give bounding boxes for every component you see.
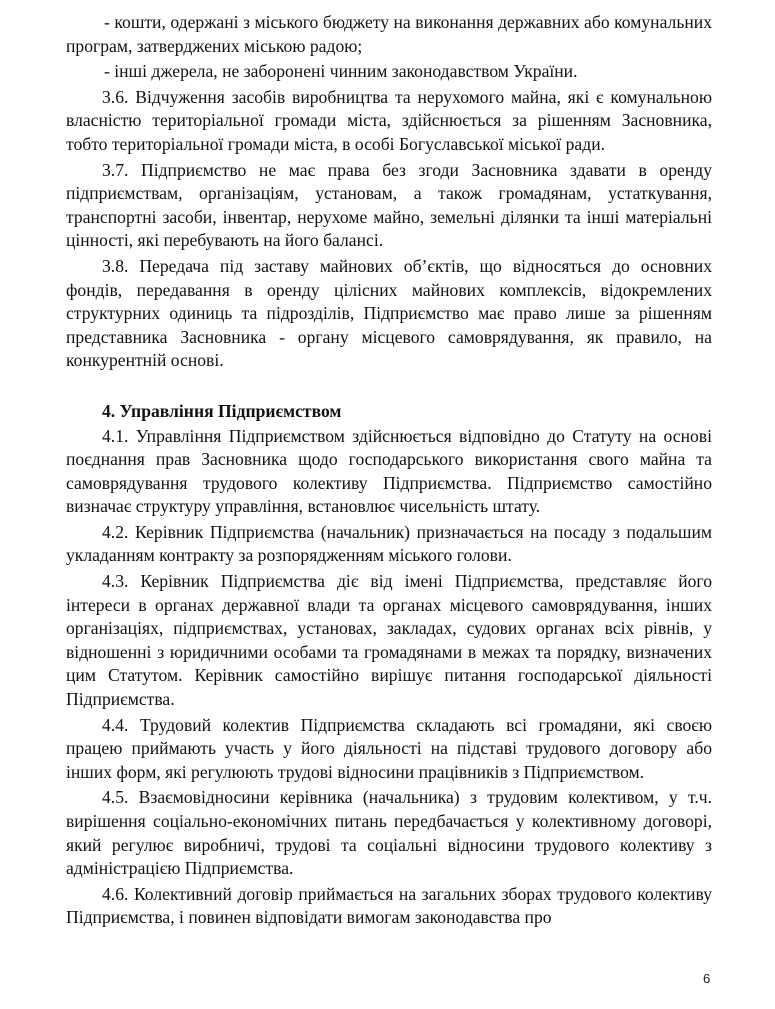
paragraph-budget-funds: - кошти, одержані з міського бюджету на виконання державних або комунальних програм, затверджених міською радою; (66, 12, 712, 56)
paragraph-3-7: 3.7. Підприємство не має права без згоди Засновника здавати в оренду підприємствам, організаціям, установам, а також громадянам, устаткування, транспортні засоби, інвентар, нерухоме майно, земельні ділянки та інші матеріальні цінності, які перебувають на його балансі. (66, 159, 712, 251)
document-body (66, 11, 712, 932)
page-number: 6 (703, 971, 711, 986)
paragraph-4-3: 4.3. Керівник Підприємства діє від імені Підприємства, представляє його інтереси в органах державної влади та органах місцевого самоврядування, інших організаціях, підприємствах, установах, закладах, судових органах всіх рівнів, у відношенні з юридичними особами та громадянами в межах та порядку, визначених цим Статутом. Керівник самостійно вирішує питання господарської діяльності Підприємства. (66, 571, 712, 710)
paragraph-3-6: 3.6. Відчуження засобів виробництва та нерухомого майна, які є комунальною власністю територіальної громади міста, здійснюється за рішенням Засновника, тобто територіальної громади міста, в особі Богуславської міської ради. (66, 86, 712, 154)
paragraph-4-4: 4.4. Трудовий колектив Підприємства складають всі громадяни, які своєю працею приймають участь у його діяльності на підставі трудового договору або інших форм, які регулюють трудові відносини працівників з Підприємством. (66, 714, 712, 782)
paragraph-4-2: 4.2. Керівник Підприємства (начальник) призначається на посаду з подальшим укладанням контракту за розпорядженням міського голови. (66, 521, 712, 566)
section-heading: 4. Управління Підприємством (102, 400, 342, 421)
paragraph-4-1: 4.1. Управління Підприємством здійснюється відповідно до Статуту на основі поєднання прав Засновника щодо господарського використання свого майна та самоврядування трудового колективу Підприємства. Підприємство самостійно визначає структуру управління, встановлює чисельність штату. (66, 425, 712, 517)
paragraph-4-6: 4.6. Колективний договір приймається на загальних зборах трудового колективу Підприємства, і повинен відповідати вимогам законодавства про (66, 883, 712, 928)
paragraph-4-5: 4.5. Взаємовідносини керівника (начальника) з трудовим колективом, у т.ч. вирішення соціально-економічних питань передбачається у колективному договорі, який регулює виробничі, трудові та соціальні відносини трудового колективу з адміністрацією Підприємства. (66, 787, 712, 879)
paragraph-other-sources: - інші джерела, не заборонені чинним законодавством України. (104, 61, 578, 82)
paragraph-3-8: 3.8. Передача під заставу майнових об’єктів, що відносяться до основних фондів, передавання в оренду цілісних майнових комплексів, відокремлених структурних одиниць та підрозділів, Підприємство має право лише за рішенням представника Засновника - органу місцевого самоврядування, як правило, на конкурентній основі. (66, 255, 712, 371)
